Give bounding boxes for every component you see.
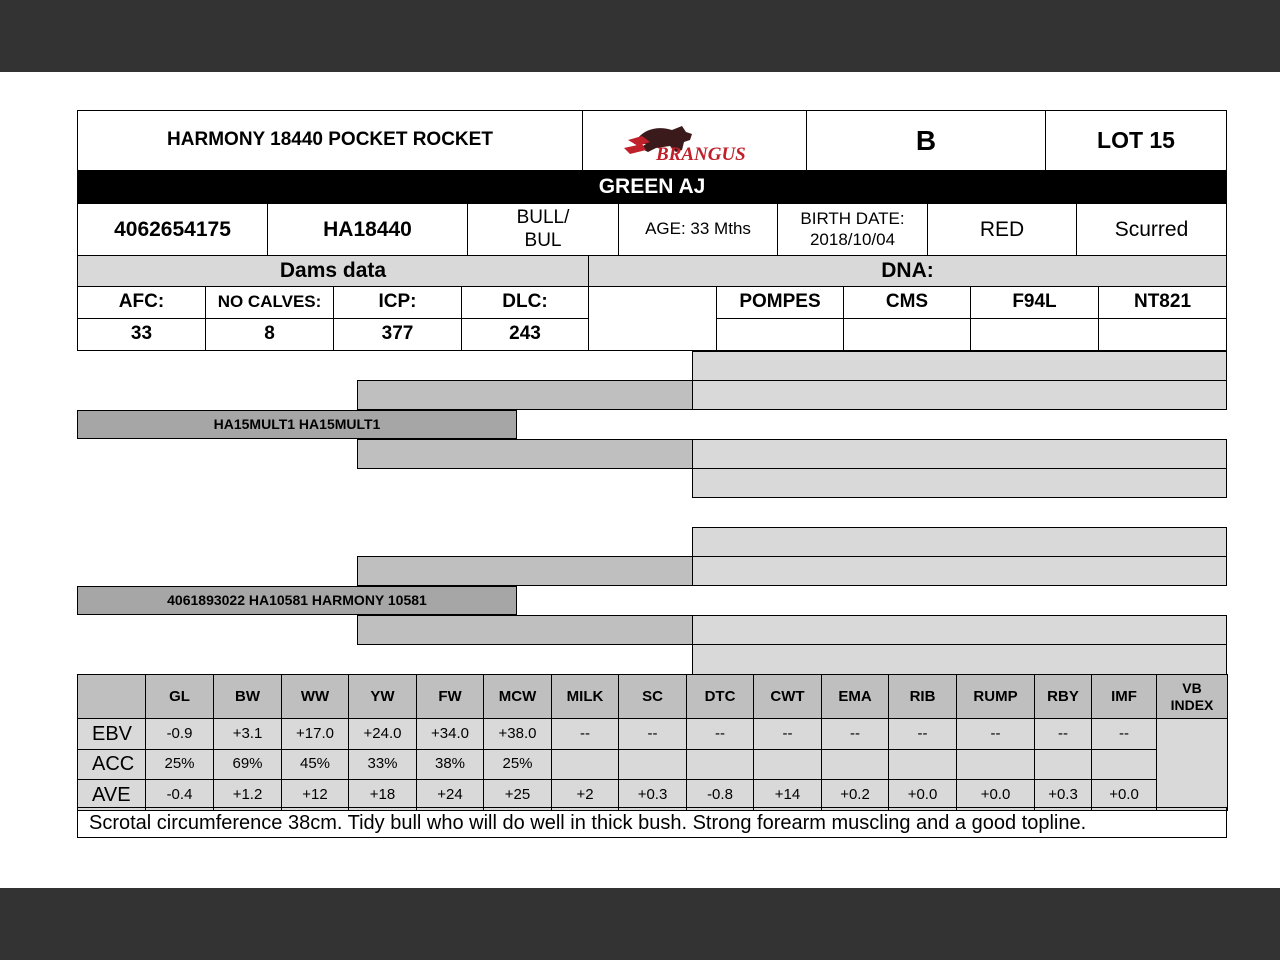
ebv-cell: +3.1 (213, 718, 282, 750)
ebv-column-header: IMF (1091, 674, 1157, 719)
comment-text: Scrotal circumference 38cm. Tidy bull who will do well in thick bush. Strong forearm muscling and a good topline. (89, 811, 1087, 834)
ebv-cell: 25% (483, 749, 552, 781)
ebv-cell: +2 (551, 779, 619, 811)
ebv-column-header: RBY (1034, 674, 1092, 719)
ebv-column-header: MILK (551, 674, 619, 719)
ebv-column-header: EMA (821, 674, 889, 719)
ebv-cell: -- (1034, 718, 1092, 750)
ebv-cell (1034, 749, 1092, 781)
dam-name: 4061893022 HA10581 HARMONY 10581 (167, 592, 427, 609)
logo-text: BRANGUS (655, 143, 746, 164)
ebv-cell: +1.2 (213, 779, 282, 811)
comment-box (77, 807, 1227, 838)
ebv-cell: +38.0 (483, 718, 552, 750)
ebv-column-header: CWT (753, 674, 822, 719)
sire-name: HA15MULT1 HA15MULT1 (213, 416, 381, 433)
ebv-column-header: DTC (686, 674, 754, 719)
vb-index-label-1: VB (1182, 679, 1202, 696)
ebv-cell: -0.8 (686, 779, 754, 811)
ebv-row-label: AVE (77, 779, 146, 811)
dams-header-dlc: DLC: (461, 286, 589, 319)
grade: B (806, 110, 1046, 171)
age: AGE: 33 Mths (618, 203, 778, 256)
dams-header-afc: AFC: (77, 286, 206, 319)
ebv-cell: 69% (213, 749, 282, 781)
ebv-cell: -- (753, 718, 822, 750)
ebv-cell: +14 (753, 779, 822, 811)
ebv-column-header: FW (416, 674, 484, 719)
ebv-cell (821, 749, 889, 781)
bottom-band (0, 888, 1280, 960)
dna-header-f94l: F94L (970, 286, 1099, 319)
lot-number: LOT 15 (1045, 110, 1227, 171)
ebv-cell: +0.3 (1034, 779, 1092, 811)
ebv-column-header: WW (281, 674, 349, 719)
polled-status: Scurred (1076, 203, 1227, 256)
ebv-cell: +24 (416, 779, 484, 811)
owner-name: GREEN AJ (598, 174, 706, 198)
ebv-column-header: GL (145, 674, 214, 719)
ebv-cell: 45% (281, 749, 349, 781)
birth-date-label: BIRTH DATE: (800, 209, 905, 229)
ebv-row-label: ACC (77, 749, 146, 781)
ebv-cell: +18 (348, 779, 417, 811)
ebv-cell: -- (888, 718, 957, 750)
ebv-row-label: EBV (77, 718, 146, 750)
herd-id: HA18440 (267, 203, 468, 256)
ebv-cell (686, 749, 754, 781)
ebv-table (0, 72, 1280, 888)
ebv-cell: -- (551, 718, 619, 750)
ebv-cell (618, 749, 687, 781)
ebv-cell: +0.0 (888, 779, 957, 811)
birth-date-value: 2018/10/04 (809, 229, 896, 249)
dams-value-afc: 33 (77, 318, 206, 351)
ebv-cell: +0.3 (618, 779, 687, 811)
id-number: 4062654175 (77, 203, 268, 256)
ebv-cell: -0.9 (145, 718, 214, 750)
dams-header-calves: NO CALVES: (205, 286, 334, 319)
ebv-cell (956, 749, 1035, 781)
dams-value-icp: 377 (333, 318, 462, 351)
ebv-cell: -- (686, 718, 754, 750)
ebv-cell: +24.0 (348, 718, 417, 750)
lot-card (0, 72, 1280, 888)
ebv-cell: 25% (145, 749, 214, 781)
dams-data-title: Dams data (77, 255, 589, 287)
ebv-column-header: RIB (888, 674, 957, 719)
sex-line-1: BULL/ (516, 206, 570, 228)
ebv-cell: +34.0 (416, 718, 484, 750)
ebv-cell: -- (618, 718, 687, 750)
ebv-cell: +17.0 (281, 718, 349, 750)
ebv-cell: +12 (281, 779, 349, 811)
ebv-cell: -- (1091, 718, 1157, 750)
sex-line-2: BUL (524, 229, 562, 251)
ebv-cell: 38% (416, 749, 484, 781)
dna-title: DNA: (588, 255, 1227, 287)
ebv-cell: -- (956, 718, 1035, 750)
animal-name: HARMONY 18440 POCKET ROCKET (77, 110, 583, 171)
dna-header-pompes: POMPES (716, 286, 844, 319)
ebv-column-header: SC (618, 674, 687, 719)
vb-index-header (1156, 674, 1228, 719)
color: RED (927, 203, 1077, 256)
ebv-cell: -0.4 (145, 779, 214, 811)
vb-index-label-2: INDEX (1170, 696, 1214, 713)
ebv-column-header: MCW (483, 674, 552, 719)
ebv-cell: +25 (483, 779, 552, 811)
ebv-cell (551, 749, 619, 781)
dams-value-calves: 8 (205, 318, 334, 351)
top-band (0, 0, 1280, 72)
ebv-column-header: YW (348, 674, 417, 719)
ebv-cell: +0.0 (956, 779, 1035, 811)
ebv-column-header: RUMP (956, 674, 1035, 719)
ebv-cell: -- (821, 718, 889, 750)
dna-header-nt821: NT821 (1098, 286, 1227, 319)
ebv-header-corner (77, 674, 146, 719)
ebv-cell: +0.0 (1091, 779, 1157, 811)
dams-header-icp: ICP: (333, 286, 462, 319)
ebv-column-header: BW (213, 674, 282, 719)
ebv-cell: +0.2 (821, 779, 889, 811)
ebv-cell: 33% (348, 749, 417, 781)
ebv-cell (753, 749, 822, 781)
dna-header-cms: CMS (843, 286, 971, 319)
vb-index-value (1156, 718, 1228, 811)
ebv-cell (1091, 749, 1157, 781)
ebv-cell (888, 749, 957, 781)
dams-value-dlc: 243 (461, 318, 589, 351)
